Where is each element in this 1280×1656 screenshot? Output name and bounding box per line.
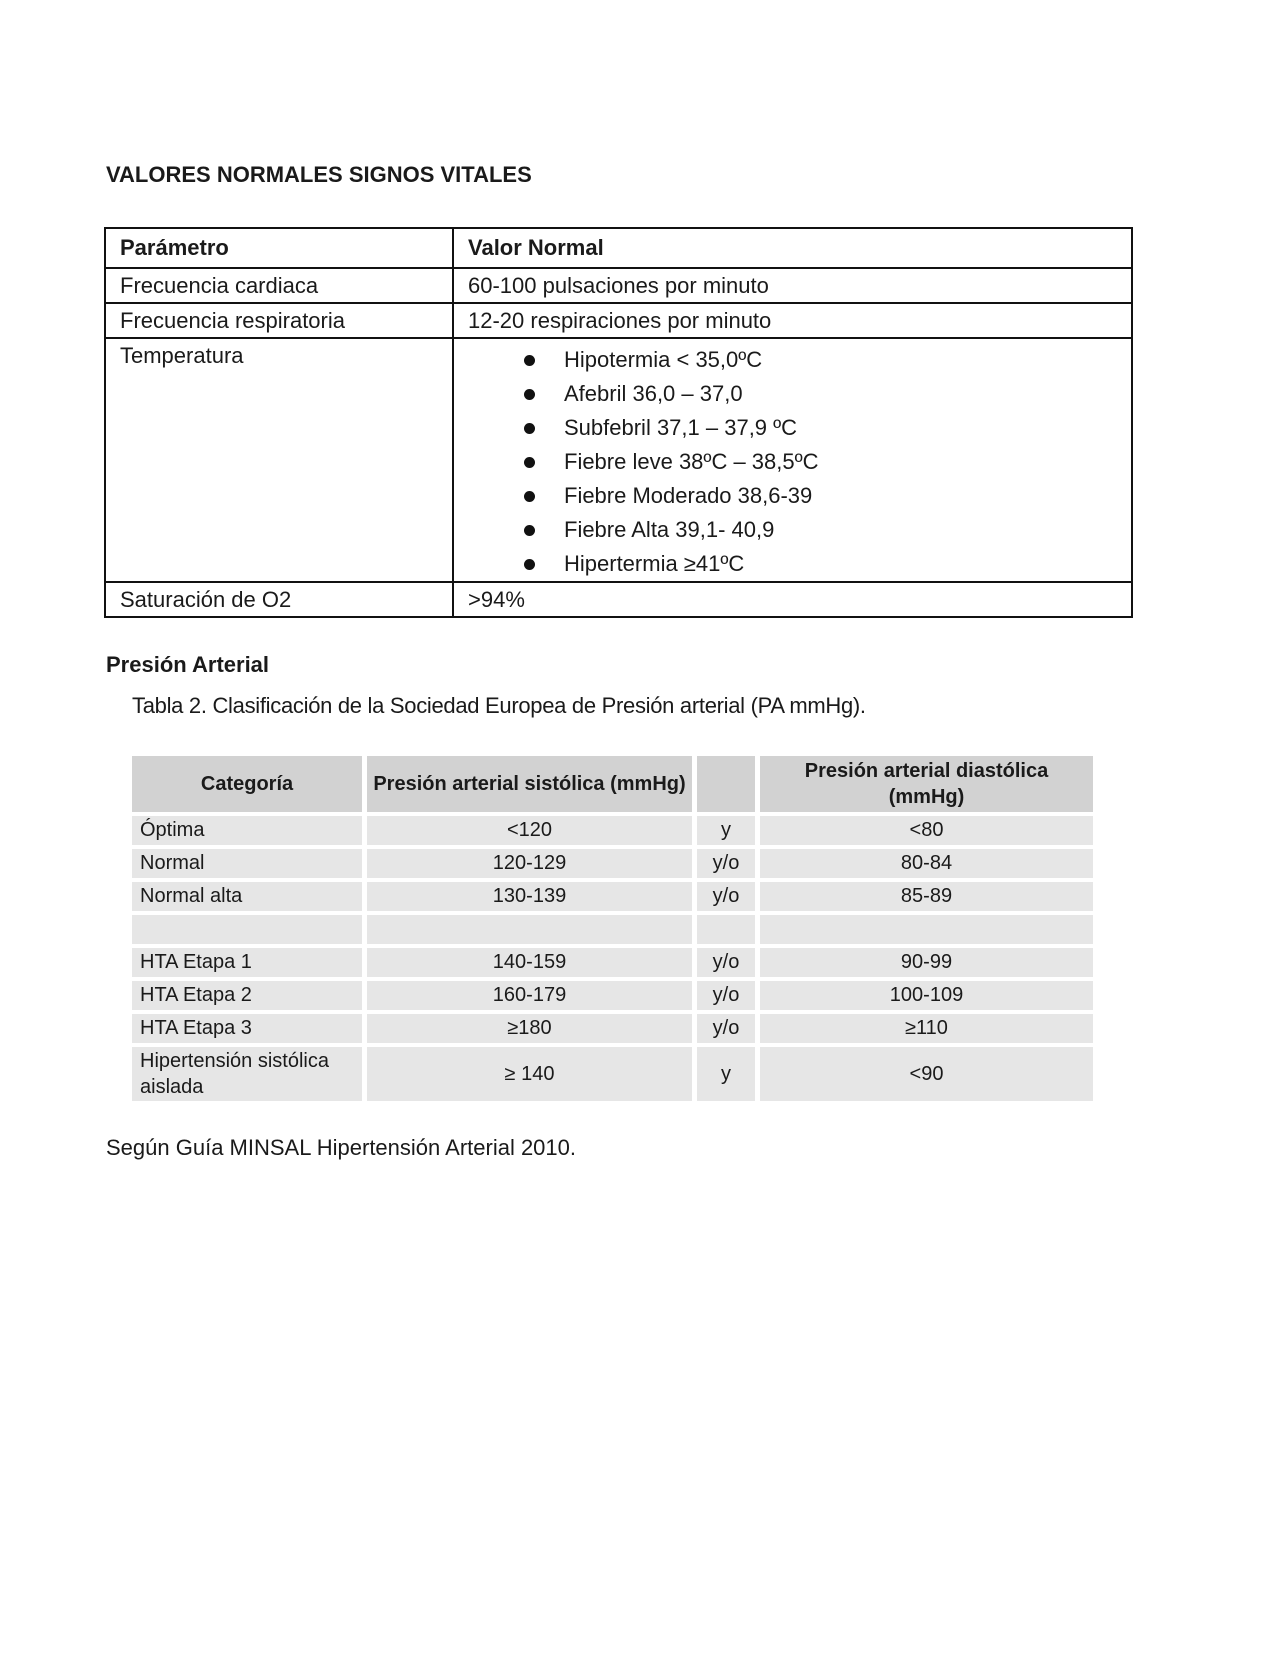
list-item-text: Fiebre leve 38ºC – 38,5ºC [564, 449, 819, 474]
header-systolic: Presión arterial sistólica (mmHg) [367, 756, 692, 812]
table-row [132, 849, 1093, 878]
table-row [132, 1047, 1093, 1101]
vital-signs-header-row [105, 228, 1132, 268]
bullet-icon [524, 423, 535, 434]
conjunction-cell [697, 915, 755, 944]
diastolic-cell: 80-84 [760, 849, 1093, 878]
category-cell: Óptima [132, 816, 362, 845]
conjunction-cell: y/o [697, 882, 755, 911]
category-cell: HTA Etapa 3 [132, 1014, 362, 1043]
value-cell: >94% [453, 582, 1132, 617]
list-item [524, 343, 1117, 377]
table-caption: Tabla 2. Clasificación de la Sociedad Europea de Presión arterial (PA mmHg). [132, 693, 866, 718]
conjunction-cell: y/o [697, 849, 755, 878]
section-title: Presión Arterial [106, 652, 270, 677]
list-item-text: Afebril 36,0 – 37,0 [564, 381, 743, 406]
category-cell: Hipertensión sistólica aislada [132, 1047, 362, 1101]
bullet-icon [524, 491, 535, 502]
diastolic-cell [760, 915, 1093, 944]
category-cell: HTA Etapa 2 [132, 981, 362, 1010]
param-cell: Saturación de O2 [105, 582, 453, 617]
list-item [524, 377, 1117, 411]
list-item [524, 479, 1117, 513]
list-item [524, 513, 1117, 547]
list-item-text: Subfebril 37,1 – 37,9 ºC [564, 415, 798, 440]
table-row-temperature [105, 338, 1132, 582]
systolic-cell: 130-139 [367, 882, 692, 911]
systolic-cell: 140-159 [367, 948, 692, 977]
source-note: Según Guía MINSAL Hipertensión Arterial 2010. [106, 1135, 577, 1160]
diastolic-cell: ≥110 [760, 1014, 1093, 1043]
table-row [132, 816, 1093, 845]
value-cell: 12-20 respiraciones por minuto [453, 303, 1132, 338]
temperature-list [468, 343, 1117, 581]
category-cell: HTA Etapa 1 [132, 948, 362, 977]
table-row [105, 582, 1132, 617]
table-row [132, 948, 1093, 977]
list-item [524, 411, 1117, 445]
conjunction-cell: y [697, 1047, 755, 1101]
bullet-icon [524, 457, 535, 468]
table-row-empty [132, 915, 1093, 944]
bullet-icon [524, 525, 535, 536]
blood-pressure-table [127, 752, 1098, 1105]
table-row [105, 303, 1132, 338]
conjunction-cell: y/o [697, 948, 755, 977]
conjunction-cell: y [697, 816, 755, 845]
param-cell: Temperatura [105, 338, 453, 582]
conjunction-cell: y/o [697, 981, 755, 1010]
diastolic-cell: 100-109 [760, 981, 1093, 1010]
diastolic-cell: <80 [760, 816, 1093, 845]
page-title: VALORES NORMALES SIGNOS VITALES [106, 162, 532, 187]
systolic-cell [367, 915, 692, 944]
list-item-text: Hipertermia ≥41ºC [564, 551, 745, 576]
diastolic-cell: 90-99 [760, 948, 1093, 977]
category-cell [132, 915, 362, 944]
bullet-icon [524, 355, 535, 366]
header-category: Categoría [132, 756, 362, 812]
bullet-icon [524, 389, 535, 400]
table-row [132, 882, 1093, 911]
category-cell: Normal [132, 849, 362, 878]
header-normal-value: Valor Normal [453, 228, 1132, 268]
systolic-cell: ≥ 140 [367, 1047, 692, 1101]
param-cell: Frecuencia cardiaca [105, 268, 453, 303]
bp-header-row [132, 756, 1093, 812]
param-cell: Frecuencia respiratoria [105, 303, 453, 338]
table-row [132, 1014, 1093, 1043]
list-item [524, 445, 1117, 479]
systolic-cell: 160-179 [367, 981, 692, 1010]
list-item-text: Fiebre Moderado 38,6-39 [564, 483, 813, 508]
header-diastolic: Presión arterial diastólica (mmHg) [760, 756, 1093, 812]
table-row [105, 268, 1132, 303]
diastolic-cell: 85-89 [760, 882, 1093, 911]
conjunction-cell: y/o [697, 1014, 755, 1043]
category-cell: Normal alta [132, 882, 362, 911]
temperature-values-cell [453, 338, 1132, 582]
header-conjunction [697, 756, 755, 812]
systolic-cell: <120 [367, 816, 692, 845]
bullet-icon [524, 559, 535, 570]
header-parameter: Parámetro [105, 228, 453, 268]
list-item [524, 547, 1117, 581]
diastolic-cell: <90 [760, 1047, 1093, 1101]
value-cell: 60-100 pulsaciones por minuto [453, 268, 1132, 303]
systolic-cell: ≥180 [367, 1014, 692, 1043]
systolic-cell: 120-129 [367, 849, 692, 878]
table-row [132, 981, 1093, 1010]
list-item-text: Fiebre Alta 39,1- 40,9 [564, 517, 775, 542]
vital-signs-table [104, 227, 1133, 618]
list-item-text: Hipotermia < 35,0ºC [564, 347, 763, 372]
